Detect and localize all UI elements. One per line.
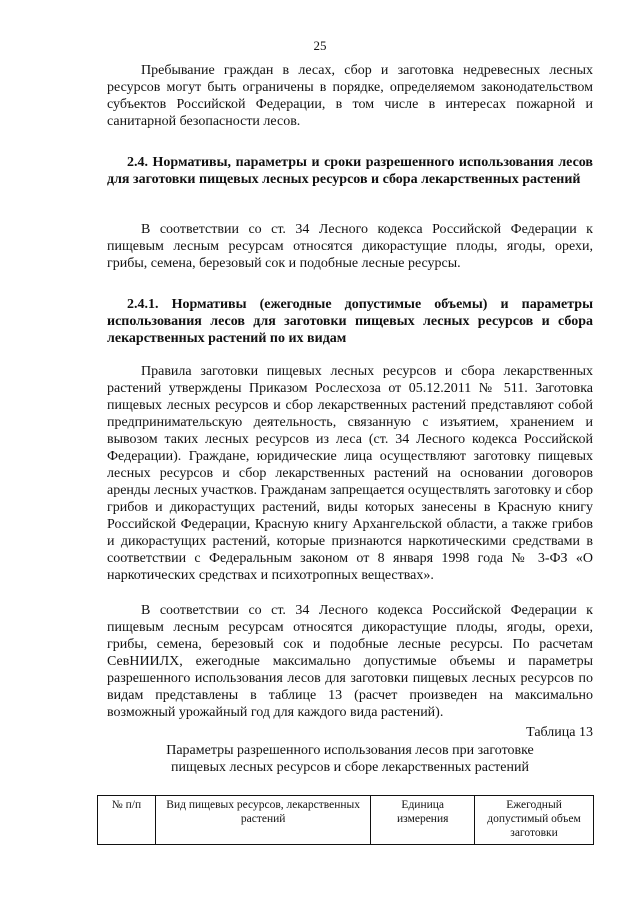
section-2-4-1-paragraph-rules: Правила заготовки пищевых лесных ресурсов и сбора лекарственных растений утверждены Приказом Рослесхоза от 05.12.2011 № 511. Заготовка пищевых лесных ресурсов и сбор лекарственных растений представляют собой предпринимательскую деятельность, связанную с изъятием, хранением и вывозом таких лесных ресурсов из леса (ст. 34 Лесного кодекса Российской Федерации). Граждане, юридические лица осуществляют заготовку пищевых лесных ресурсов и сбор лекарственных растений на основании договоров аренды лесных участков. Гражданам запрещается осуществлять заготовку и сбор грибов и дикорастущих растений, виды которых занесены в Красную книгу Российской Федерации, Красную книгу Архангельской области, а также грибов и дикорастущих растений, которые признаются наркотическими средствами в соответствии с Федеральным законом от 8 января 1998 года № 3-ФЗ «О наркотических средствах и психотропных веществах». xyxy=(107,364,593,583)
section-2-4-text: В соответствии со ст. 34 Лесного кодекса Российской Федерации к пищевым лесным ресурсам относятся дикорастущие плоды, ягоды, орехи, грибы, семена, березовый сок и подобные лесные ресурсы. xyxy=(107,222,593,271)
table-header-row xyxy=(98,796,594,845)
section-2-4-1-paragraph-volumes: В соответствии со ст. 34 Лесного кодекса Российской Федерации к пищевым лесным ресурсам относятся дикорастущие плоды, ягоды, орехи, грибы, семена, березовый сок и подобные лесные ресурсы. По расчетам СевНИИЛХ, ежегодные максимально допустимые объемы и параметры разрешенного использования лесов для заготовки пищевых лесных ресурсов по видам представлены в таблице 13 (расчет произведен на максимально возможный урожайный год для каждого вида растений). xyxy=(107,603,593,720)
table-caption: Параметры разрешенного использования лесов при заготовке пищевых лесных ресурсов и сборе лекарственных растений xyxy=(166,743,534,775)
section-2-4-heading: 2.4. Нормативы, параметры и сроки разрешенного использования лесов для заготовки пищевых лесных ресурсов и сбора лекарственных растений xyxy=(107,155,593,187)
header-resource-type: Вид пищевых ресурсов, лекарственных растений xyxy=(155,796,370,845)
header-number: № п/п xyxy=(98,796,156,845)
header-unit: Единица измерения xyxy=(371,796,475,845)
page-number: 25 xyxy=(313,38,327,53)
table-label: Таблица 13 xyxy=(526,725,593,740)
header-annual-volume: Ежегодный допустимый объем заготовки xyxy=(475,796,594,845)
section-2-4-1-heading: 2.4.1. Нормативы (ежегодные допустимые объемы) и параметры использования лесов для заготовки пищевых лесных ресурсов и сбора лекарственных растений по их видам xyxy=(107,297,593,346)
table-13 xyxy=(97,795,594,845)
paragraph-restrictions: Пребывание граждан в лесах, сбор и заготовка недревесных лесных ресурсов могут быть ограничены в порядке, определяемом законодательством субъектов Российской Федерации, в том числе в интересах пожарной и санитарной безопасности лесов. xyxy=(107,63,593,129)
